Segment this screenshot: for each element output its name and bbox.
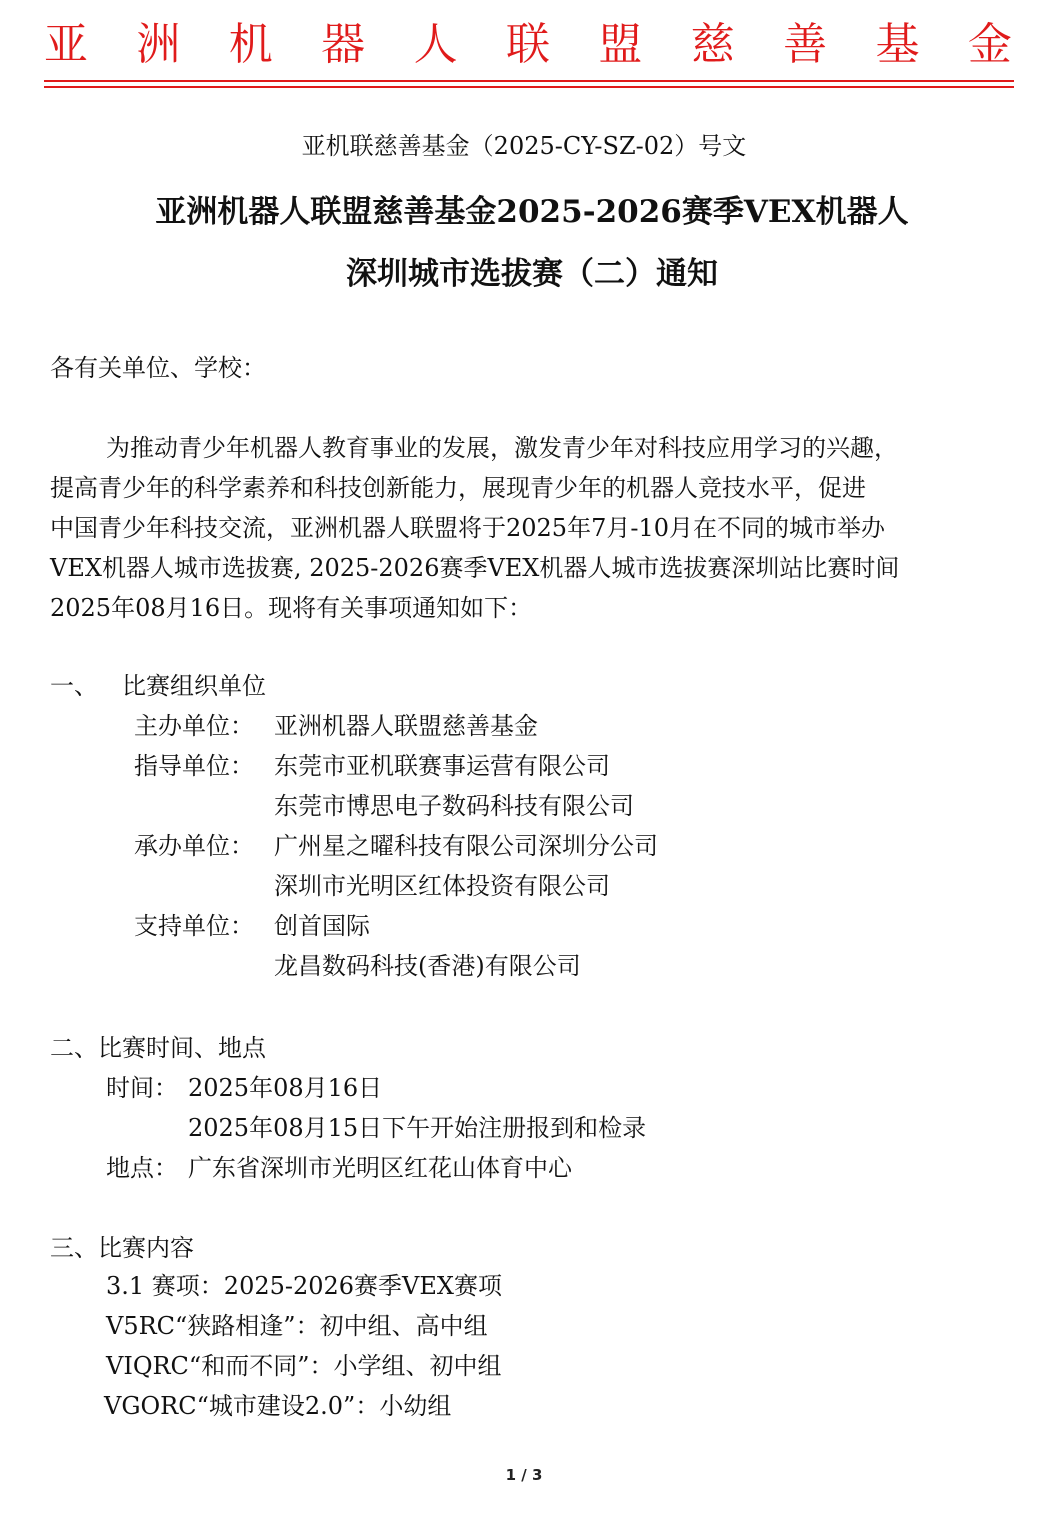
intro-line: 为推动青少年机器人教育事业的发展，激发青少年对科技应用学习的兴趣，: [106, 434, 898, 462]
letterhead-char: 人: [413, 19, 458, 70]
organizer-label: 承办单位：: [134, 832, 254, 860]
letterhead-rule-top: [44, 80, 1014, 82]
letterhead-char: 亚: [44, 19, 88, 70]
viqrc-item: VIQRC“和而不同”：小学组、初中组: [106, 1352, 502, 1380]
intro-line: 2025年08月16日。现将有关事项通知如下：: [50, 594, 533, 622]
letterhead-char: 基: [875, 19, 920, 70]
letterhead-char: 善: [783, 19, 828, 70]
intro-line: 中国青少年科技交流，亚洲机器人联盟将于2025年7月-10月在不同的城市举办: [50, 514, 885, 542]
intro-line: VEX机器人城市选拔赛, 2025-2026赛季VEX机器人城市选拔赛深圳站比赛时间: [50, 554, 900, 582]
document-title-line-1: 亚洲机器人联盟慈善基金2025-2026赛季VEX机器人: [155, 194, 909, 230]
section-3-heading: 三、比赛内容: [50, 1234, 194, 1262]
guide-value-1: 东莞市亚机联赛事运营有限公司: [274, 752, 610, 780]
letterhead-char: 金: [967, 19, 1012, 70]
vgorc-item: VGORC“城市建设2.0”：小幼组: [104, 1392, 452, 1420]
intro-line: 提高青少年的科学素养和科技创新能力，展现青少年的机器人竞技水平，促进: [50, 474, 866, 502]
organizer-value-2: 深圳市光明区红体投资有限公司: [274, 872, 610, 900]
v5rc-item: V5RC“狭路相逢”：初中组、高中组: [106, 1312, 488, 1340]
letterhead-rule-bottom: [44, 86, 1014, 88]
letterhead-char: 洲: [136, 19, 181, 70]
host-label: 主办单位：: [134, 712, 254, 740]
page-indicator: 1 / 3: [505, 1466, 543, 1484]
time-value-1: 2025年08月16日: [188, 1074, 383, 1102]
time-value-2: 2025年08月15日下午开始注册报到和检录: [188, 1114, 647, 1142]
support-label: 支持单位：: [134, 912, 254, 940]
guide-label: 指导单位：: [134, 752, 254, 780]
support-value-2: 龙昌数码科技(香港)有限公司: [274, 952, 581, 980]
place-value: 广东省深圳市光明区红花山体育中心: [188, 1154, 572, 1182]
letterhead-char: 慈: [690, 19, 735, 70]
document-title-line-2: 深圳城市选拔赛（二）通知: [346, 256, 718, 292]
section-1-number: 一、: [50, 672, 98, 700]
organizer-value-1: 广州星之曜科技有限公司深圳分公司: [274, 832, 658, 860]
section-1-heading: 比赛组织单位: [122, 672, 266, 700]
salutation: 各有关单位、学校：: [50, 354, 266, 382]
intro-paragraph: [50, 428, 1020, 628]
letterhead-char: 器: [321, 19, 366, 70]
item-3-1: 3.1 赛项：2025-2026赛季VEX赛项: [106, 1272, 502, 1300]
document-number: 亚机联慈善基金（2025-CY-SZ-02）号文: [301, 132, 747, 160]
guide-value-2: 东莞市博思电子数码科技有限公司: [274, 792, 634, 820]
letterhead-char: 联: [505, 19, 550, 70]
letterhead-char: 盟: [598, 19, 643, 70]
time-label: 时间：: [106, 1074, 178, 1102]
section-2-heading: 二、比赛时间、地点: [50, 1034, 266, 1062]
host-value: 亚洲机器人联盟慈善基金: [274, 712, 538, 740]
support-value-1: 创首国际: [274, 912, 370, 940]
place-label: 地点：: [106, 1154, 178, 1182]
letterhead-title: [44, 16, 1012, 74]
letterhead-char: 机: [228, 19, 273, 70]
